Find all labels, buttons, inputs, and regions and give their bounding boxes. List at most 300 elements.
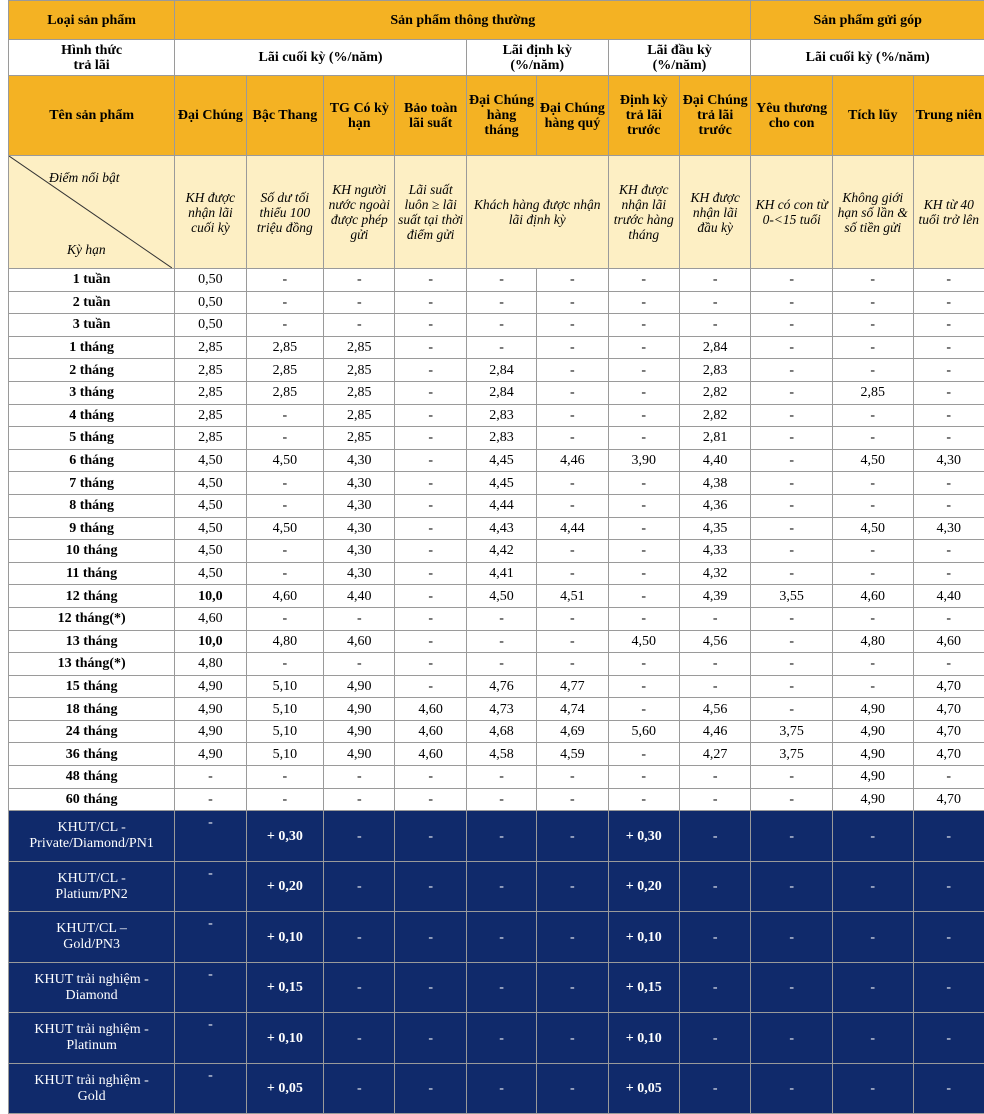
bonus-rate-cell: - [913, 962, 984, 1013]
rate-cell: - [537, 291, 608, 314]
rate-cell: 4,50 [175, 472, 246, 495]
rate-cell: 2,85 [324, 381, 395, 404]
bonus-rate-cell: - [175, 912, 246, 963]
rate-cell: 2,83 [466, 404, 536, 427]
rate-cell: - [608, 675, 679, 698]
rate-cell: - [751, 381, 833, 404]
rate-cell: - [395, 585, 466, 608]
rate-cell: 4,30 [324, 494, 395, 517]
rate-cell: - [679, 653, 750, 676]
rate-cell: 4,90 [175, 720, 246, 743]
bonus-rate-cell: - [175, 861, 246, 912]
rate-cell: - [537, 766, 608, 789]
rate-cell: - [608, 404, 679, 427]
rate-cell: - [751, 404, 833, 427]
rate-cell: 4,90 [175, 743, 246, 766]
rate-cell: - [246, 291, 324, 314]
rate-cell: - [395, 449, 466, 472]
rate-cell: 4,70 [913, 788, 984, 811]
rate-cell: 4,60 [395, 720, 466, 743]
rate-cell: 2,83 [679, 359, 750, 382]
rate-cell: 4,50 [175, 449, 246, 472]
bonus-rate-cell: - [175, 1013, 246, 1064]
rate-cell: 4,35 [679, 517, 750, 540]
bonus-rate-cell: - [751, 861, 833, 912]
bonus-rate-cell: - [913, 811, 984, 862]
table-row [9, 562, 984, 585]
rate-cell: - [679, 766, 750, 789]
rate-cell: - [608, 743, 679, 766]
bonus-row [9, 912, 984, 963]
product-name: Đại Chúng hàng quý [537, 76, 608, 156]
product-highlight: KH người nước ngoài được phép gửi [324, 156, 395, 269]
bonus-rate-cell: - [466, 811, 536, 862]
customer-tier-cell [9, 912, 175, 963]
rate-cell: 4,90 [324, 720, 395, 743]
bonus-rate-cell: - [832, 861, 913, 912]
rate-cell: - [246, 653, 324, 676]
rate-cell: - [913, 314, 984, 337]
rate-cell: - [751, 788, 833, 811]
rate-cell: - [913, 404, 984, 427]
rate-cell: 2,85 [175, 359, 246, 382]
rate-cell: - [537, 630, 608, 653]
rate-cell: 2,84 [679, 336, 750, 359]
rate-cell: - [395, 607, 466, 630]
customer-tier-line2: Platinum [11, 1038, 172, 1054]
bonus-rate-cell: - [395, 861, 466, 912]
bonus-rate-cell: - [537, 1063, 608, 1114]
rate-cell: - [751, 675, 833, 698]
bonus-rate-cell: + 0,10 [246, 912, 324, 963]
rate-cell: 2,85 [175, 381, 246, 404]
rate-cell: - [537, 472, 608, 495]
rate-cell: - [679, 607, 750, 630]
rate-cell: 4,90 [324, 675, 395, 698]
rate-cell: 4,30 [324, 472, 395, 495]
bonus-row [9, 1063, 984, 1114]
rate-cell: 4,90 [324, 698, 395, 721]
bonus-rate-cell: - [832, 1063, 913, 1114]
bonus-rate-cell: - [913, 861, 984, 912]
rate-cell: - [608, 698, 679, 721]
rate-cell: 2,85 [324, 427, 395, 450]
rate-cell: - [537, 427, 608, 450]
rate-cell: 0,50 [175, 269, 246, 292]
rate-cell: 0,50 [175, 314, 246, 337]
rate-cell: - [608, 427, 679, 450]
term-cell: 10 tháng [9, 540, 175, 563]
term-cell: 1 tháng [9, 336, 175, 359]
rate-cell: - [395, 540, 466, 563]
rate-cell: - [175, 766, 246, 789]
rate-cell: - [395, 766, 466, 789]
rate-cell: 4,69 [537, 720, 608, 743]
rate-cell: - [246, 766, 324, 789]
rate-cell: 4,50 [246, 517, 324, 540]
term-cell: 6 tháng [9, 449, 175, 472]
rate-cell: 4,77 [537, 675, 608, 698]
rate-cell: 2,85 [324, 359, 395, 382]
table-row [9, 653, 984, 676]
table-row [9, 494, 984, 517]
rate-cell: 4,40 [913, 585, 984, 608]
payment-method-line2: trả lãi [11, 58, 172, 73]
rate-cell: - [913, 494, 984, 517]
rate-cell: - [608, 562, 679, 585]
table-row [9, 291, 984, 314]
rate-cell: 4,50 [466, 585, 536, 608]
rate-cell: - [751, 766, 833, 789]
rate-cell: - [913, 562, 984, 585]
payment-method-label [9, 40, 175, 76]
periodic-interest-line2: (%/năm) [469, 58, 606, 73]
bonus-rate-cell: + 0,10 [608, 912, 679, 963]
product-highlight: KH từ 40 tuổi trở lên [913, 156, 984, 269]
rate-cell: - [751, 494, 833, 517]
customer-tier-cell [9, 811, 175, 862]
rate-cell: - [608, 517, 679, 540]
customer-tier-line1: KHUT/CL - [11, 871, 172, 887]
rate-cell: - [395, 494, 466, 517]
rate-cell: 4,70 [913, 698, 984, 721]
rate-cell: - [832, 562, 913, 585]
bonus-rate-cell: - [537, 1013, 608, 1064]
rate-cell: - [832, 494, 913, 517]
bonus-rate-cell: - [679, 861, 750, 912]
rate-cell: - [913, 766, 984, 789]
product-name: Đại Chúng [175, 76, 246, 156]
rate-cell: 4,58 [466, 743, 536, 766]
rate-cell: - [537, 404, 608, 427]
rate-cell: 4,50 [832, 449, 913, 472]
rate-cell: - [832, 540, 913, 563]
bonus-rate-cell: - [324, 1063, 395, 1114]
periodic-interest [466, 40, 608, 76]
rate-cell: 2,85 [246, 381, 324, 404]
rate-cell: 4,90 [832, 788, 913, 811]
table-row [9, 585, 984, 608]
rate-cell: - [913, 653, 984, 676]
product-name: Trung niên [913, 76, 984, 156]
rate-cell: 4,80 [246, 630, 324, 653]
bonus-rate-cell: + 0,30 [246, 811, 324, 862]
term-cell: 2 tuần [9, 291, 175, 314]
bonus-rate-cell: - [395, 1013, 466, 1064]
rate-cell: - [832, 472, 913, 495]
term-cell: 3 tuần [9, 314, 175, 337]
rate-cell: - [751, 269, 833, 292]
product-highlight: KH được nhận lãi trước hàng tháng [608, 156, 679, 269]
rate-cell: - [537, 494, 608, 517]
rate-cell: 2,85 [324, 336, 395, 359]
rate-cell: - [608, 653, 679, 676]
bonus-rate-cell: + 0,15 [608, 962, 679, 1013]
rate-cell: 4,90 [175, 675, 246, 698]
rate-cell: 2,83 [466, 427, 536, 450]
rate-cell: 4,43 [466, 517, 536, 540]
product-name: Yêu thương cho con [751, 76, 833, 156]
bonus-rate-cell: - [679, 811, 750, 862]
rate-cell: 4,73 [466, 698, 536, 721]
customer-tier-line1: KHUT/CL – [11, 921, 172, 937]
rate-cell: - [832, 653, 913, 676]
rate-cell: - [608, 494, 679, 517]
rate-cell: - [832, 336, 913, 359]
rate-cell: - [608, 359, 679, 382]
product-highlight: Khách hàng được nhận lãi định kỳ [466, 156, 608, 269]
bonus-row [9, 811, 984, 862]
bonus-row [9, 962, 984, 1013]
rate-cell: - [395, 653, 466, 676]
rate-cell: 4,39 [679, 585, 750, 608]
bonus-rate-cell: - [679, 1063, 750, 1114]
rate-cell: 4,45 [466, 472, 536, 495]
rate-cell: - [679, 291, 750, 314]
rate-cell: - [324, 788, 395, 811]
rate-cell: - [246, 314, 324, 337]
rate-cell: - [608, 291, 679, 314]
bonus-rate-cell: - [466, 1013, 536, 1064]
rate-cell: - [913, 472, 984, 495]
customer-tier-line1: KHUT trải nghiệm - [11, 972, 172, 988]
rate-cell: 4,50 [175, 494, 246, 517]
rate-cell: - [324, 269, 395, 292]
rate-cell: 10,0 [175, 630, 246, 653]
rate-cell: 4,90 [832, 698, 913, 721]
rate-cell: - [832, 675, 913, 698]
bonus-rate-cell: + 0,15 [246, 962, 324, 1013]
rate-cell: - [246, 494, 324, 517]
product-highlight: KH có con từ 0-<15 tuổi [751, 156, 833, 269]
table-row [9, 449, 984, 472]
bonus-rate-cell: - [913, 1063, 984, 1114]
bonus-rate-cell: - [324, 1013, 395, 1064]
bonus-rate-cell: - [537, 811, 608, 862]
rate-cell: - [537, 788, 608, 811]
rate-cell: - [608, 540, 679, 563]
rate-cell: - [466, 269, 536, 292]
rate-cell: 4,68 [466, 720, 536, 743]
rate-cell: 4,45 [466, 449, 536, 472]
group-regular-products: Sản phẩm thông thường [175, 1, 751, 40]
rate-cell: 4,60 [395, 743, 466, 766]
table-row [9, 720, 984, 743]
rate-cell: - [324, 291, 395, 314]
rate-cell: - [395, 788, 466, 811]
rate-cell: 4,90 [832, 766, 913, 789]
bonus-rate-cell: - [751, 1013, 833, 1064]
bonus-rate-cell: - [466, 962, 536, 1013]
rate-cell: - [175, 788, 246, 811]
term-cell: 9 tháng [9, 517, 175, 540]
bonus-rate-cell: + 0,20 [246, 861, 324, 912]
rate-cell: 4,60 [395, 698, 466, 721]
bonus-rate-cell: - [466, 912, 536, 963]
rate-cell: - [751, 359, 833, 382]
bonus-rate-cell: - [832, 912, 913, 963]
rate-cell: 4,42 [466, 540, 536, 563]
rate-cell: - [751, 630, 833, 653]
table-row [9, 766, 984, 789]
rate-cell: 2,82 [679, 381, 750, 404]
rate-cell: 4,60 [913, 630, 984, 653]
term-cell: 12 tháng [9, 585, 175, 608]
bonus-rate-cell: - [395, 962, 466, 1013]
bonus-rate-cell: + 0,30 [608, 811, 679, 862]
bonus-rate-cell: - [751, 912, 833, 963]
rate-cell: - [395, 359, 466, 382]
rate-cell: - [832, 404, 913, 427]
term-cell: 3 tháng [9, 381, 175, 404]
rate-cell: 3,55 [751, 585, 833, 608]
rate-cell: 4,30 [913, 517, 984, 540]
rate-cell: - [832, 359, 913, 382]
product-name: Định kỳ trả lãi trước [608, 76, 679, 156]
periodic-interest-line1: Lãi định kỳ [469, 43, 606, 58]
rate-cell: - [246, 404, 324, 427]
rate-cell: - [751, 607, 833, 630]
rate-cell: - [751, 698, 833, 721]
rate-cell: 4,44 [537, 517, 608, 540]
rate-cell: - [324, 314, 395, 337]
rate-cell: 2,82 [679, 404, 750, 427]
rate-cell: - [246, 269, 324, 292]
table-row [9, 336, 984, 359]
bonus-rate-cell: - [537, 962, 608, 1013]
rate-cell: 4,74 [537, 698, 608, 721]
rate-cell: 4,76 [466, 675, 536, 698]
savings-end-of-term-interest: Lãi cuối kỳ (%/năm) [751, 40, 984, 76]
rate-cell: - [679, 675, 750, 698]
rate-cell: 2,85 [832, 381, 913, 404]
rate-cell: - [832, 427, 913, 450]
term-cell: 2 tháng [9, 359, 175, 382]
bonus-row [9, 1013, 984, 1064]
rate-cell: - [751, 449, 833, 472]
rate-cell: - [395, 269, 466, 292]
rate-cell: - [466, 607, 536, 630]
rate-cell: - [395, 336, 466, 359]
term-cell: 48 tháng [9, 766, 175, 789]
end-of-term-interest: Lãi cuối kỳ (%/năm) [175, 40, 467, 76]
product-highlight: Số dư tối thiểu 100 triệu đồng [246, 156, 324, 269]
rate-cell: 2,85 [175, 404, 246, 427]
term-cell: 12 tháng(*) [9, 607, 175, 630]
bonus-rate-cell: - [175, 811, 246, 862]
bonus-rate-cell: - [832, 811, 913, 862]
rate-cell: - [537, 540, 608, 563]
payment-method-line1: Hình thức [11, 43, 172, 58]
rate-cell: - [466, 291, 536, 314]
rate-cell: - [608, 269, 679, 292]
rate-cell: - [466, 336, 536, 359]
rate-cell: - [537, 269, 608, 292]
rate-cell: 4,30 [324, 540, 395, 563]
term-cell: 1 tuần [9, 269, 175, 292]
table-row [9, 675, 984, 698]
rate-cell: - [913, 359, 984, 382]
rate-cell: - [679, 269, 750, 292]
rate-cell: - [751, 291, 833, 314]
term-cell: 13 tháng [9, 630, 175, 653]
table-row [9, 788, 984, 811]
bonus-rate-cell: + 0,05 [246, 1063, 324, 1114]
rate-cell: 4,50 [175, 540, 246, 563]
bonus-rate-cell: - [324, 861, 395, 912]
rate-cell: - [608, 314, 679, 337]
rate-cell: 4,33 [679, 540, 750, 563]
bonus-rate-cell: - [537, 861, 608, 912]
rate-cell: 4,38 [679, 472, 750, 495]
rate-cell: 4,80 [832, 630, 913, 653]
bonus-rate-cell: - [324, 912, 395, 963]
rate-cell: - [608, 788, 679, 811]
rate-cell: 5,10 [246, 720, 324, 743]
rate-cell: 10,0 [175, 585, 246, 608]
customer-tier-line2: Platium/PN2 [11, 887, 172, 903]
product-name: Đại Chúng trả lãi trước [679, 76, 750, 156]
product-name-label: Tên sản phẩm [9, 76, 175, 156]
rate-cell: - [832, 291, 913, 314]
rate-cell: - [537, 607, 608, 630]
rate-cell: 5,60 [608, 720, 679, 743]
bonus-rate-cell: - [679, 962, 750, 1013]
rate-cell: - [246, 427, 324, 450]
product-highlight: KH được nhận lãi đầu kỳ [679, 156, 750, 269]
table-row [9, 269, 984, 292]
rate-cell: - [395, 404, 466, 427]
table-row [9, 698, 984, 721]
term-cell: 11 tháng [9, 562, 175, 585]
rate-cell: - [395, 472, 466, 495]
product-name: Tích lũy [832, 76, 913, 156]
rate-cell: - [751, 427, 833, 450]
rate-cell: 4,90 [832, 743, 913, 766]
rate-cell: - [246, 562, 324, 585]
rate-cell: 4,27 [679, 743, 750, 766]
rate-cell: 4,30 [324, 449, 395, 472]
rate-cell: - [537, 336, 608, 359]
rate-cell: 4,40 [679, 449, 750, 472]
rate-cell: 4,46 [537, 449, 608, 472]
rate-cell: 4,70 [913, 743, 984, 766]
rate-cell: 4,50 [246, 449, 324, 472]
rate-cell: 5,10 [246, 698, 324, 721]
table-row [9, 540, 984, 563]
bonus-row [9, 861, 984, 912]
group-savings-products: Sản phẩm gửi góp [751, 1, 984, 40]
rate-cell: 4,32 [679, 562, 750, 585]
rate-cell: 2,81 [679, 427, 750, 450]
rate-cell: 4,90 [832, 720, 913, 743]
table-row [9, 630, 984, 653]
rate-cell: - [608, 766, 679, 789]
rate-cell: - [608, 607, 679, 630]
upfront-interest-line1: Lãi đầu kỳ [611, 43, 749, 58]
rate-cell: - [537, 653, 608, 676]
table-row [9, 517, 984, 540]
rate-cell: - [466, 766, 536, 789]
bonus-rate-cell: - [832, 1013, 913, 1064]
term-cell: 18 tháng [9, 698, 175, 721]
customer-tier-cell [9, 1013, 175, 1064]
bonus-rate-cell: - [395, 1063, 466, 1114]
rate-cell: - [913, 427, 984, 450]
term-cell: 4 tháng [9, 404, 175, 427]
term-cell: 24 tháng [9, 720, 175, 743]
table-row [9, 404, 984, 427]
